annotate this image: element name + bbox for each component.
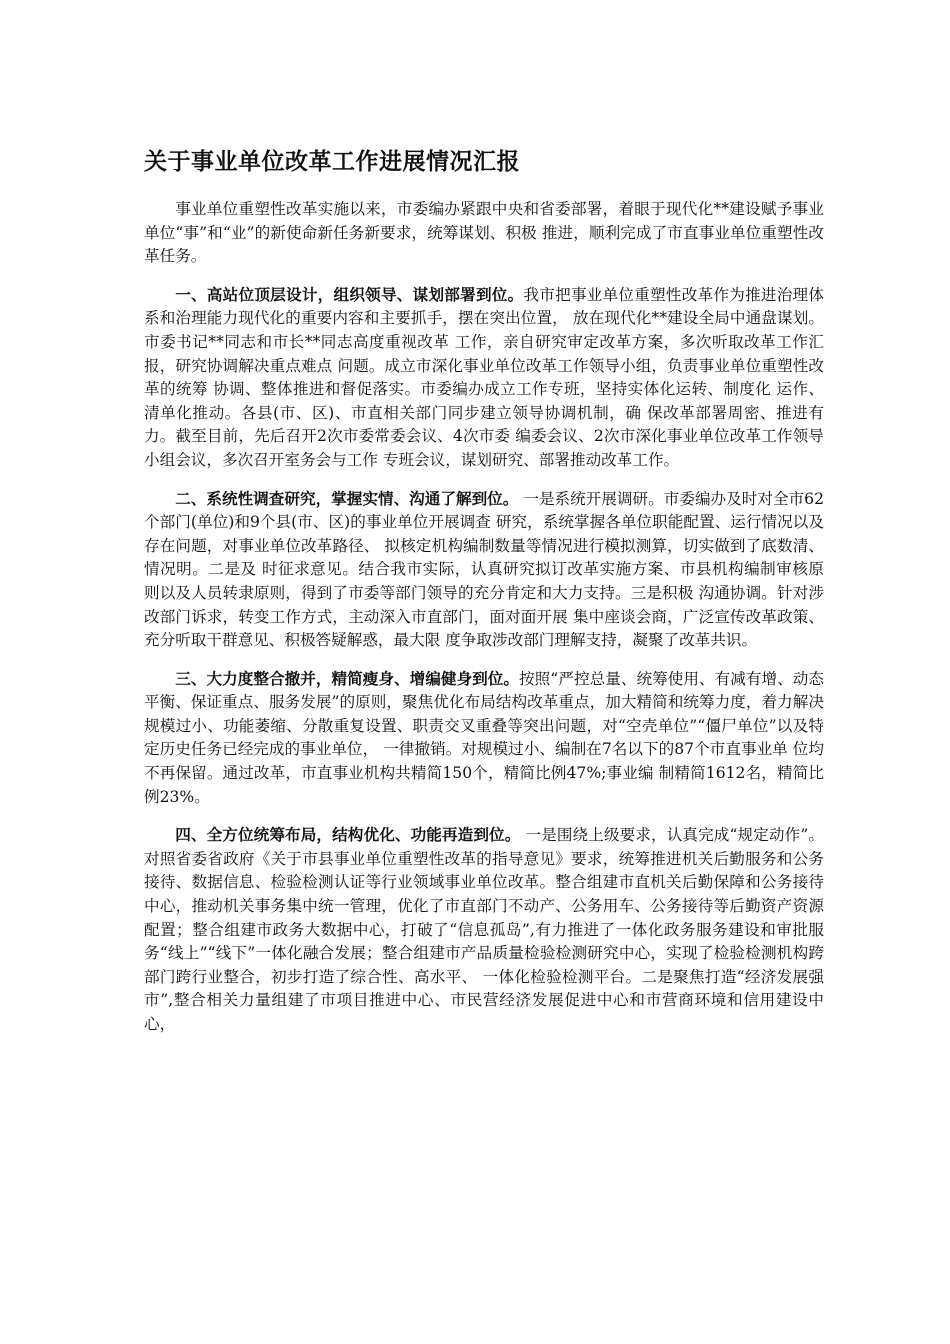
paragraph-text: 一是围绕上级要求，认真完成“规定动作”。对照省委省政府《关于市县事业单位重塑性改革的指导意见》要求，统筹推进机关后勤服务和公务接待、数据信息、检验检测认证等行业领域事业单位改革。整合组建市直机关后勤保障和公务接待中心，推动机关事务集中统一管理，优化了市直部门不动产、公务用车、公务接待等后勤资产资源配置；整合组建市政务大数据中心，打破了“信息孤岛”,有力推进了一体化政务服务建设和审批服务“线上”“线下”一体化融合发展；整合组建市产品质量检验检测研究中心，实现了检验检测机构跨部门跨行业整合，初步打造了综合性、高水平、 一体化检验检测平台。二是聚焦打造“经济发展强市”,整合相关力量组建了市项目推进中心、市民营经济发展促进中心和市营商环境和信用建设中心， (144, 826, 824, 1033)
paragraph-text: 事业单位重塑性改革实施以来，市委编办紧跟中央和省委部署，着眼于现代化**建设赋予事业单位“事”和“业”的新使命新任务新要求，统筹谋划、积极 推进，顺利完成了市直事业单位重塑性改革任务。 (144, 200, 824, 266)
document-body (144, 198, 824, 1052)
paragraph-section-4 (144, 824, 824, 1036)
paragraph-section-3 (144, 668, 824, 810)
paragraph-text: 一是系统开展调研。市委编办及时对全市62个部门(单位)和9个县(市、区)的事业单位开展调查 研究，系统掌握各单位职能配置、运行情况以及存在问题，对事业单位改革路径、 拟核定机构编制数量等情况进行模拟测算，切实做到了底数清、情况明。二是及 时征求意见。结合我市实际，认真研究拟订改革实施方案、市县机构编制审核原 则以及人员转隶原则，得到了市委等部门领导的充分肯定和大力支持。三是积极 沟通协调。针对涉改部门诉求，转变工作方式，主动深入市直部门，面对面开展 集中座谈会商，广泛宣传改革政策、充分听取干群意见、积极答疑解惑，最大限 度争取涉改部门理解支持，凝聚了改革共识。 (144, 489, 824, 650)
paragraph-section-1 (144, 284, 824, 473)
section-heading: 三、大力度整合撤并，精简瘦身、增编健身到位。 (175, 669, 520, 688)
paragraph-text: 我市把事业单位重塑性改革作为推进治理体系和治理能力现代化的重要内容和主要抓手，摆在突出位置， 放在现代化**建设全局中通盘谋划。市委书记**同志和市长**同志高度重视改革 工作，亲自研究审定改革方案，多次听取改革工作汇报，研究协调解决重点难点 问题。成立市深化事业单位改革工作领导小组，负责事业单位重塑性改革的统筹 协调、整体推进和督促落实。市委编办成立工作专班，坚持实体化运转、制度化 运作、清单化推动。各县(市、区)、市直相关部门同步建立领导协调机制，确 保改革部署周密、推进有力。截至目前，先后召开2次市委常委会议、4次市委 编委会议、2次市深化事业单位改革工作领导小组会议，多次召开室务会与工作 专班会议，谋划研究、部署推动改革工作。 (144, 285, 824, 469)
paragraph-text: 按照“严控总量、统筹使用、有减有增、动态平衡、保证重点、服务发展”的原则，聚焦优化布局结构改革重点，加大精简和统筹力度，着力解决规模过小、功能萎缩、分散重复设置、职责交叉重叠等突出问题，对“空壳单位”“僵尸单位”以及特定历史任务已经完成的事业单位， 一律撤销。对规模过小、编制在7名以下的87个市直事业单 位均不再保留。通过改革，市直事业机构共精简150个，精简比例47%;事业编 制精简1612名，精简比例23%。 (144, 669, 824, 806)
section-heading: 二、系统性调查研究，掌握实情、沟通了解到位。 (175, 489, 519, 508)
section-heading: 四、全方位统筹布局，结构优化、功能再造到位。 (175, 826, 521, 845)
paragraph-section-2 (144, 488, 824, 653)
document-title: 关于事业单位改革工作进展情况汇报 (144, 149, 520, 175)
paragraph-intro (144, 198, 824, 269)
section-heading: 一、高站位顶层设计，组织领导、谋划部署到位。 (175, 285, 524, 304)
